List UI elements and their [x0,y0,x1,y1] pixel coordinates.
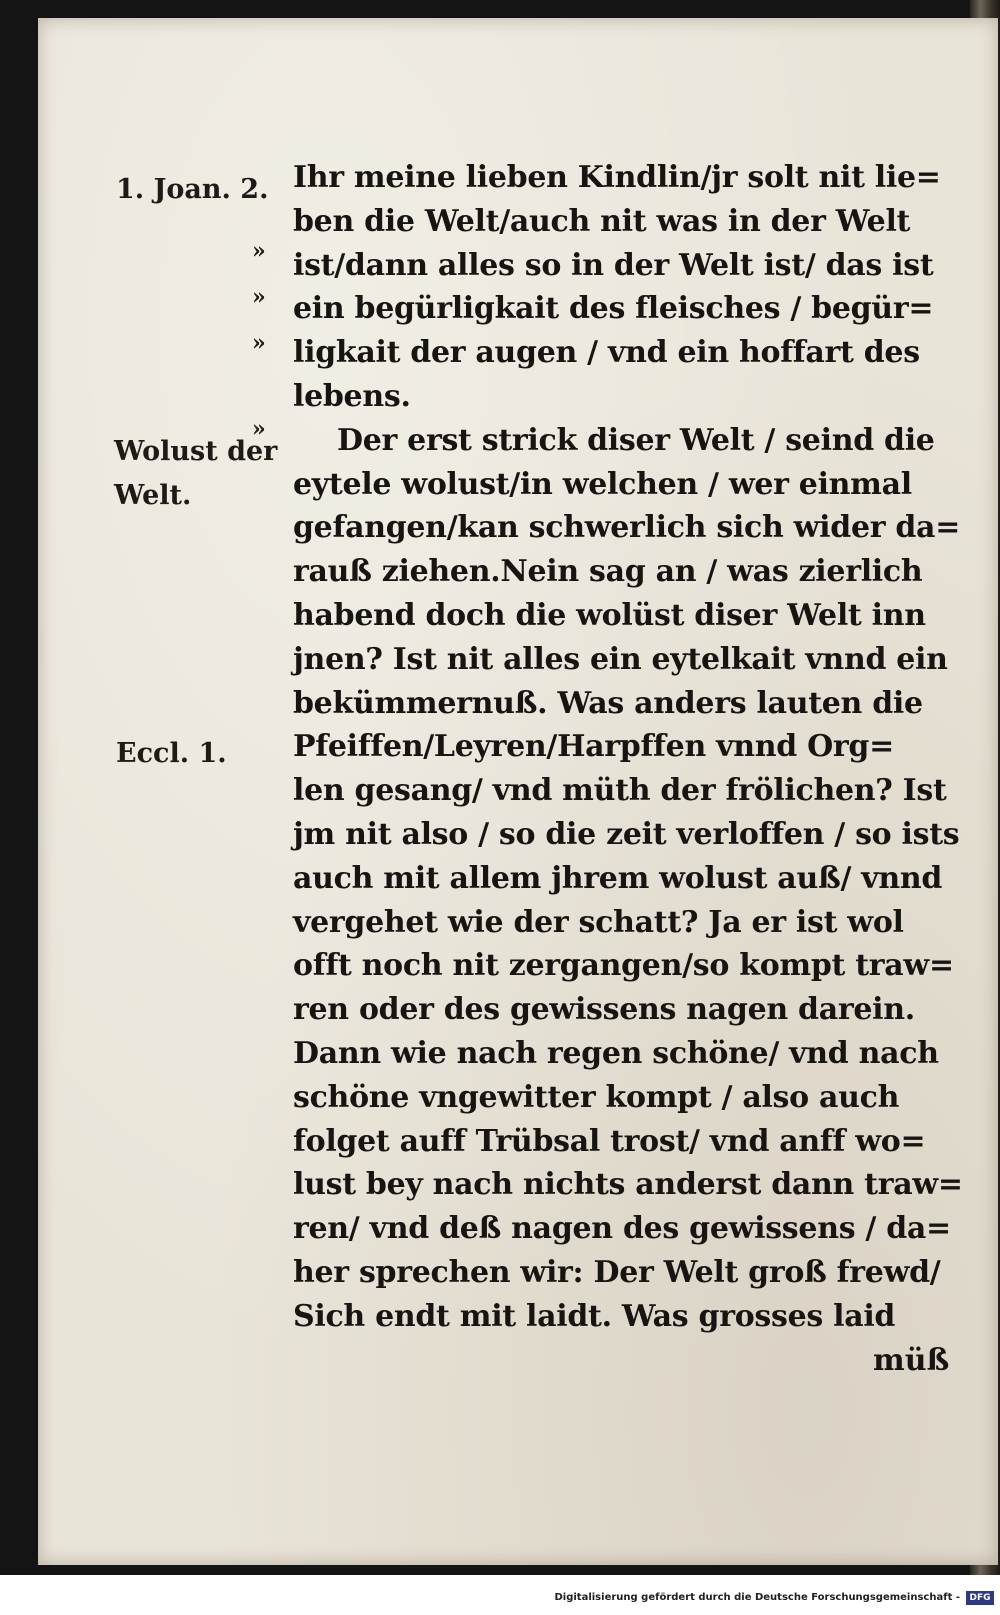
text-line: bekümmernuß. Was anders lauten die [293,685,923,721]
citation-mark: » [252,330,266,356]
text-line: jnen? Ist nit alles ein eytelkait vnnd ein [293,641,948,677]
margin-reference-joan: 1. Joan. 2. [116,174,269,205]
text-line: schöne vngewitter kompt / also auch [293,1079,900,1115]
citation-mark: » [252,416,266,442]
text-line: offt noch nit zergangen/so kompt traw= [293,948,954,984]
text-line: gefangen/kan schwerlich sich wider da= [293,510,961,546]
text-line: Sich endt mit laidt. Was grosses laid [293,1298,896,1334]
citation-mark: » [252,284,266,310]
text-line: lust bey nach nichts anderst dann traw= [293,1167,963,1203]
margin-reference-eccl: Eccl. 1. [116,738,227,769]
text-line: Der erst strick diser Welt / seind die [337,422,935,458]
text-line: auch mit allem jhrem wolust auß/ vnnd [293,860,943,896]
text-line: ren oder des gewissens nagen darein. [293,992,915,1028]
margin-note-wolust-line1: Wolust der [114,436,278,467]
text-line: ben die Welt/auch nit was in der Welt [293,203,911,239]
body-text [293,156,983,1339]
text-line: ligkait der augen / vnd ein hoffart des [293,335,920,371]
text-line: rauß ziehen.Nein sag an / was zierlich [293,554,923,590]
text-line: Pfeiffen/Leyren/Harpffen vnnd Org= [293,729,894,765]
text-line: lebens. [293,378,411,414]
text-line: eytele wolust/in welchen / wer einmal [293,466,912,502]
margin-note-wolust-line2: Welt. [114,480,192,511]
text-line: ren/ vnd deß nagen des gewissens / da= [293,1211,951,1247]
text-line: ein begürligkait des fleisches / begür= [293,291,934,327]
text-line: habend doch die wolüst diser Welt inn [293,597,926,633]
text-line: vergehet wie der schatt? Ja er ist wol [293,904,904,940]
text-line: len gesang/ vnd müth der frölichen? Ist [293,773,947,809]
text-line: ist/dann alles so in der Welt ist/ das ist [293,247,934,283]
catchword: müß [873,1343,950,1378]
text-line: Dann wie nach regen schöne/ vnd nach [293,1035,939,1071]
text-line: her sprechen wir: Der Welt groß frewd/ [293,1254,941,1290]
text-line: Ihr meine lieben Kindlin/jr solt nit lie= [293,160,941,195]
funding-credit: Digitalisierung gefördert durch die Deutsche Forschungsgemeinschaft - [554,1592,960,1603]
text-line: jm nit also / so die zeit verloffen / so ists [293,816,960,852]
book-page [38,18,998,1565]
footer-bar [0,1575,1000,1615]
dfg-logo-icon: DFG [966,1591,994,1605]
citation-mark: » [252,238,266,264]
text-line: folget auff Trübsal trost/ vnd anff wo= [293,1123,926,1159]
